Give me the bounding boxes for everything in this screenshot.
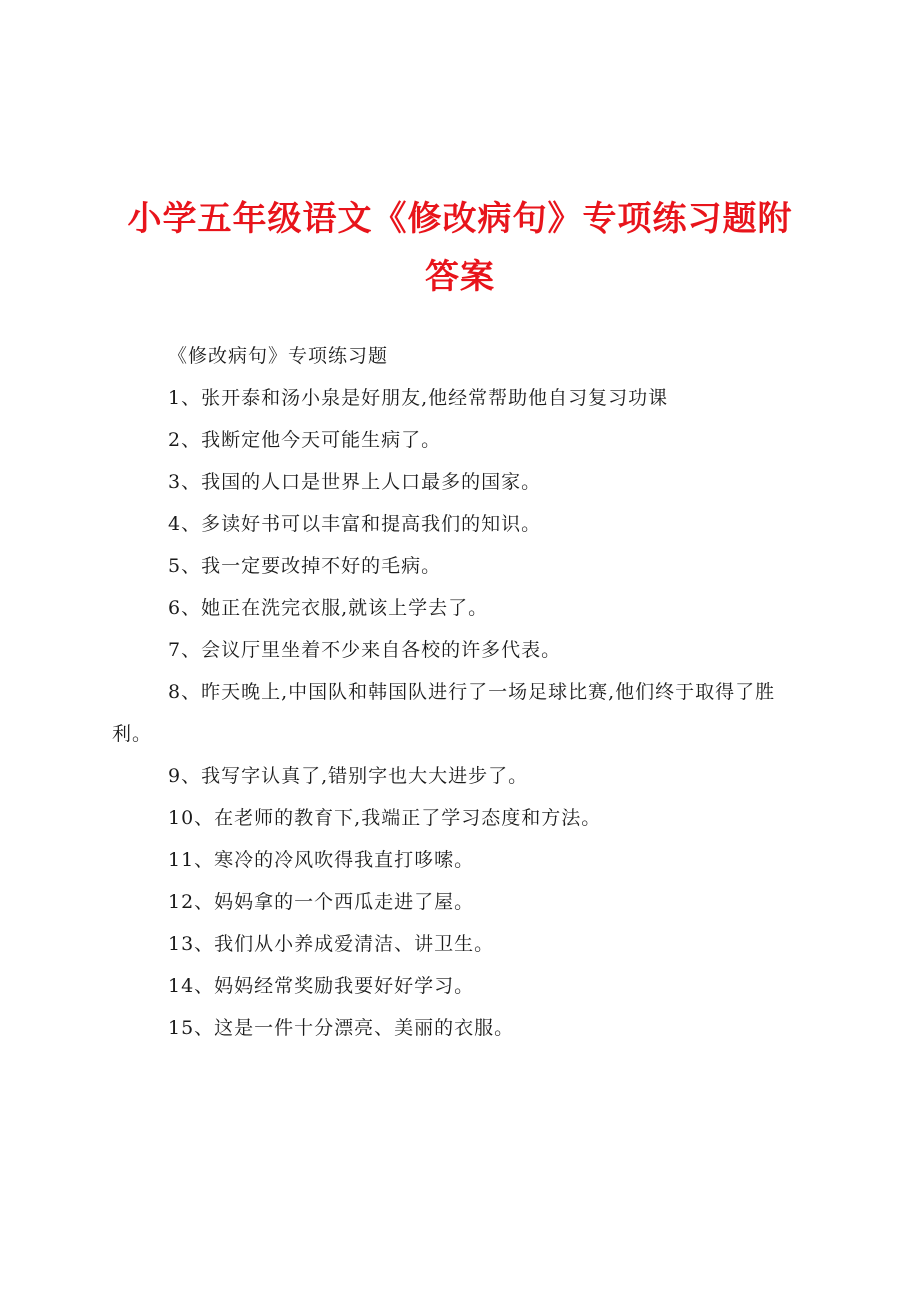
- question-item: 10、在老师的教育下,我端正了学习态度和方法。: [168, 807, 602, 829]
- question-item: 9、我写字认真了,错别字也大大进步了。: [168, 765, 529, 787]
- question-item: 14、妈妈经常奖励我要好好学习。: [168, 975, 475, 997]
- question-item: 5、我一定要改掉不好的毛病。: [168, 555, 442, 577]
- question-item: 15、这是一件十分漂亮、美丽的衣服。: [168, 1017, 515, 1039]
- question-item: 2、我断定他今天可能生病了。: [168, 429, 442, 451]
- question-item: 4、多读好书可以丰富和提高我们的知识。: [168, 513, 542, 535]
- question-item: 3、我国的人口是世界上人口最多的国家。: [168, 471, 542, 493]
- question-item: 1、张开泰和汤小泉是好朋友,他经常帮助他自习复习功课: [168, 387, 669, 409]
- question-item: 8、昨天晚上,中国队和韩国队进行了一场足球比赛,他们终于取得了胜利。: [112, 681, 776, 745]
- question-item: 11、寒冷的冷风吹得我直打哆嗦。: [168, 849, 475, 871]
- document-body: [112, 335, 812, 1049]
- question-item: 13、我们从小养成爱清洁、讲卫生。: [168, 933, 495, 955]
- question-item: 12、妈妈拿的一个西瓜走进了屋。: [168, 891, 475, 913]
- section-heading: 《修改病句》专项练习题: [168, 345, 389, 367]
- document-title: 小学五年级语文《修改病句》专项练习题附答案: [127, 199, 793, 297]
- question-item: 7、会议厅里坐着不少来自各校的许多代表。: [168, 639, 562, 661]
- question-item: 6、她正在洗完衣服,就该上学去了。: [168, 597, 489, 619]
